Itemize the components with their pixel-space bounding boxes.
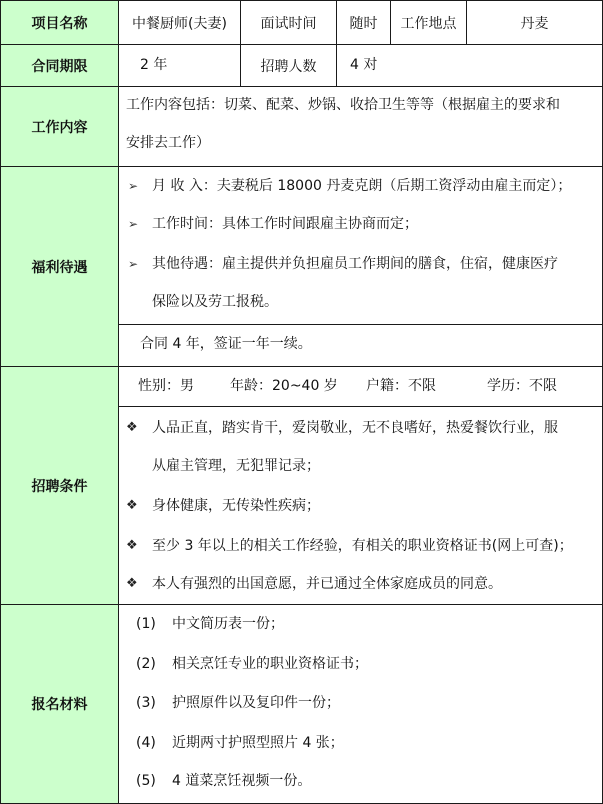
interview-time-label: 面试时间 xyxy=(260,15,317,32)
interview-time-value: 随时 xyxy=(349,15,378,32)
req-item4: 本人有强烈的出国意愿，并已通过全体家庭成员的同意。 xyxy=(152,576,502,592)
grid-line xyxy=(118,324,603,325)
material-item: 近期两寸护照型照片 4 张； xyxy=(172,735,344,751)
diamond-bullet-icon: ❖ xyxy=(126,538,138,553)
hire-count-label: 招聘人数 xyxy=(260,58,317,75)
material-num: (1) xyxy=(136,616,156,632)
material-item: 护照原件以及复印件一份； xyxy=(172,695,340,711)
grid-line xyxy=(118,406,603,407)
req-age: 年龄：20~40 岁 xyxy=(230,378,338,394)
grid-line xyxy=(118,0,119,804)
benefit-hours: 工作时间：具体工作时间跟雇主协商而定； xyxy=(152,216,418,232)
materials-label: 报名材料 xyxy=(31,697,88,713)
material-num: (3) xyxy=(136,695,156,711)
material-item: 相关烹饪专业的职业资格证书； xyxy=(172,656,368,672)
contract-period-label: 合同期限 xyxy=(31,58,88,75)
material-item: 中文简历表一份； xyxy=(172,616,284,632)
benefit-other-line1: 其他待遇：雇主提供并负担雇员工作期间的膳食，住宿，健康医疗 xyxy=(152,256,558,272)
work-content-line2: 安排去工作） xyxy=(126,135,210,151)
arrow-bullet-icon: ➢ xyxy=(128,179,139,193)
arrow-bullet-icon: ➢ xyxy=(128,257,139,271)
benefits-label: 福利待遇 xyxy=(31,259,88,276)
contract-note: 合同 4 年，签证一年一续。 xyxy=(140,336,312,352)
material-num: (4) xyxy=(136,735,156,751)
contract-period-value: 2 年 xyxy=(140,57,168,73)
benefit-other-line2: 保险以及劳工报税。 xyxy=(152,294,278,310)
work-content-line1: 工作内容包括：切菜、配菜、炒锅、收拾卫生等等（根据雇主的要求和 xyxy=(126,97,560,113)
req-hukou: 户籍：不限 xyxy=(366,378,436,394)
material-num: (2) xyxy=(136,656,156,672)
project-name-label: 项目名称 xyxy=(31,15,88,32)
material-num: (5) xyxy=(136,773,156,789)
req-item1-line2: 从雇主管理，无犯罪记录； xyxy=(152,458,320,474)
work-location-label: 工作地点 xyxy=(400,15,457,32)
benefit-salary: 月 收 入：夫妻税后 18000 丹麦克朗（后期工资浮动由雇主而定）； xyxy=(152,178,572,194)
req-item3: 至少 3 年以上的相关工作经验，有相关的职业资格证书(网上可查)； xyxy=(152,538,573,554)
arrow-bullet-icon: ➢ xyxy=(128,217,139,231)
req-item1-line1: 人品正直，踏实肯干，爱岗敬业，无不良嗜好，热爱餐饮行业，服 xyxy=(152,420,558,436)
project-name-value: 中餐厨师(夫妻) xyxy=(132,15,227,32)
requirements-label: 招聘条件 xyxy=(31,478,88,495)
diamond-bullet-icon: ❖ xyxy=(126,498,138,513)
req-education: 学历：不限 xyxy=(487,378,557,394)
work-location-value: 丹麦 xyxy=(520,15,549,32)
diamond-bullet-icon: ❖ xyxy=(126,420,138,435)
material-item: 4 道菜烹饪视频一份。 xyxy=(172,773,312,789)
work-content-label: 工作内容 xyxy=(31,119,88,136)
req-gender: 性别：男 xyxy=(138,378,194,394)
diamond-bullet-icon: ❖ xyxy=(126,576,138,591)
req-item2: 身体健康，无传染性疾病； xyxy=(152,498,320,514)
hire-count-value: 4 对 xyxy=(350,57,378,73)
